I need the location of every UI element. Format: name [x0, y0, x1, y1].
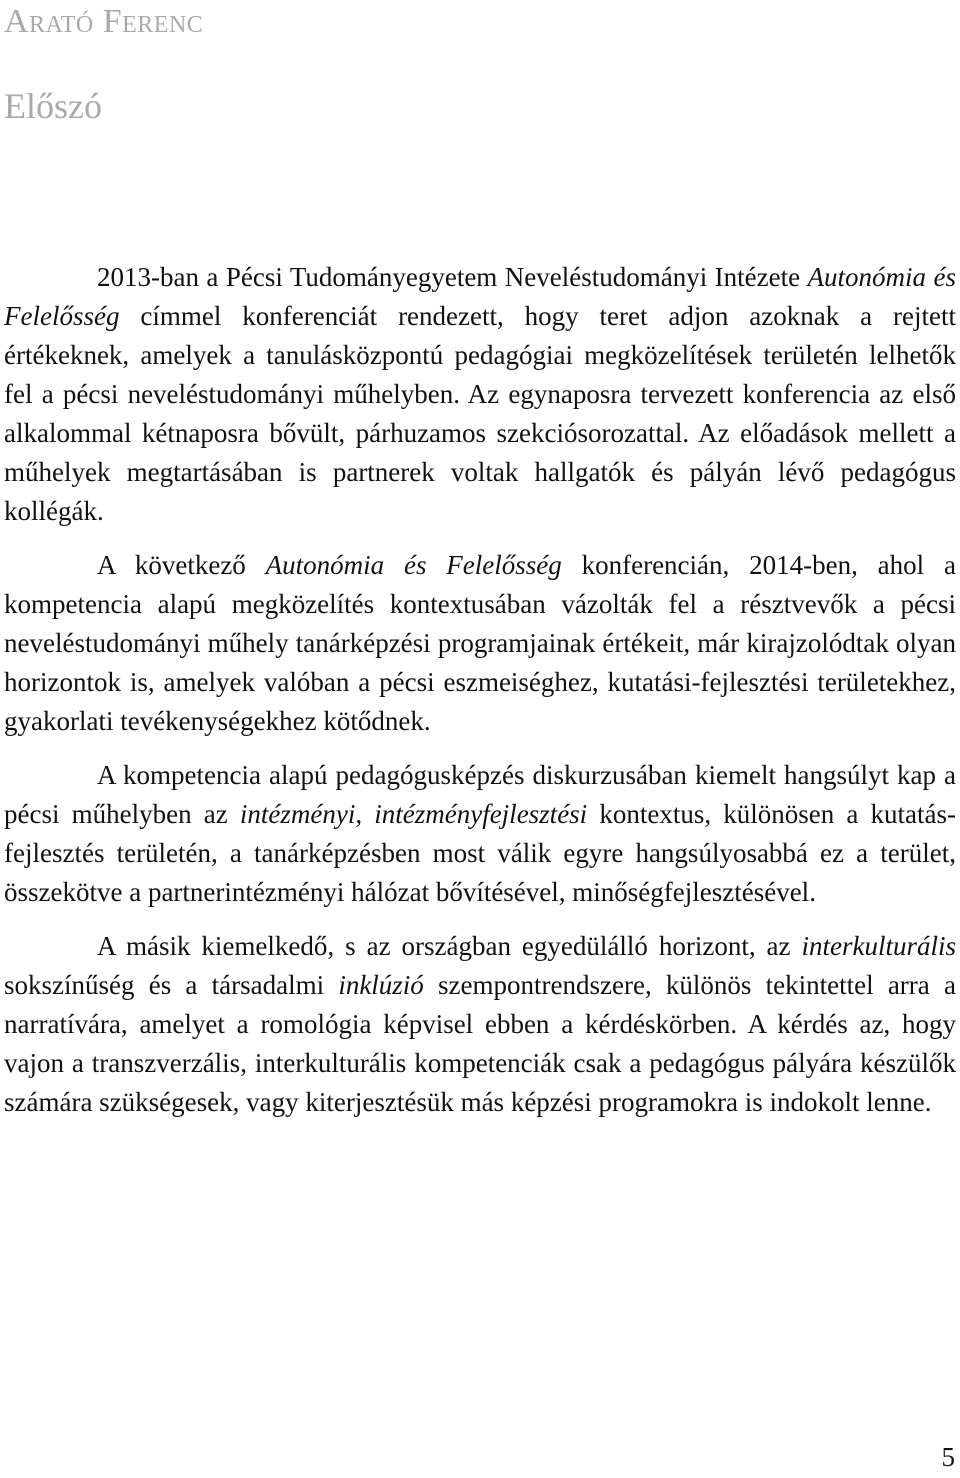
- body-text: [4, 258, 956, 1122]
- page-number: 5: [941, 1442, 955, 1472]
- italic-text-segment: interkulturális: [801, 931, 956, 961]
- paragraph: [4, 756, 956, 912]
- text-segment: 2013-ban a Pécsi Tudományegyetem Neveléstudományi Intézete: [97, 262, 808, 292]
- author-name: Arató Ferenc: [4, 3, 204, 40]
- italic-text-segment: intézményi, intézményfejlesztési: [239, 799, 588, 829]
- text-segment: címmel konferenciát rendezett, hogy teret adjon azoknak a rejtett értékeknek, amelyek a tanulásközpontú pedagógiai megközelítések területén lelhetők fel a pécsi neveléstudományi műhelyben. Az egynaposra tervezett konferencia az első alkalommal kétnaposra bővült, párhuzamos szekciósorozattal. Az előadások mellett a műhelyek megtartásában is partnerek voltak hallgatók és pályán lévő pedagógus kollégák.: [4, 301, 956, 526]
- italic-text-segment: Autonómia és Felelősség: [4, 262, 956, 331]
- paragraph: [4, 258, 956, 531]
- italic-text-segment: Autonómia és Felelősség: [265, 550, 562, 580]
- italic-text-segment: inklúzió: [338, 970, 424, 1000]
- text-segment: szempontrendszere, különös tekintettel arra a narratívára, amelyet a romológia képvisel ebben a kérdéskörben. A kérdés az, hogy vajon a transzverzális, interkulturális kompetenciák csak a pedagógus pályára készülők számára szükségesek, vagy kiterjesztésük más képzési programokra is indokolt lenne.: [4, 970, 956, 1117]
- text-segment: sokszínűség és a társadalmi: [4, 970, 339, 1000]
- text-segment: A következő: [97, 550, 266, 580]
- paragraph: [4, 546, 956, 741]
- paragraph: [4, 927, 956, 1122]
- text-segment: A kompetencia alapú pedagógusképzés diskurzusában kiemelt hangsúlyt kap a pécsi műhelyben az: [4, 760, 956, 829]
- text-segment: kontextus, különösen a kutatás-fejlesztés területén, a tanárképzésben most válik egyre hangsúlyosabbá ez a terület, összekötve a partnerintézményi hálózat bővítésével, minőségfejlesztésével.: [4, 799, 956, 907]
- section-title: Előszó: [4, 86, 102, 126]
- text-segment: A másik kiemelkedő, s az országban egyedülálló horizont, az: [97, 931, 802, 961]
- text-segment: konferencián, 2014-ben, ahol a kompetencia alapú megközelítés kontextusában vázolták fel a résztvevők a pécsi neveléstudományi műhely tanárképzési programjainak értékeit, már kirajzolódtak olyan horizontok is, amelyek valóban a pécsi eszmeiséghez, kutatási-fejlesztési területekhez, gyakorlati tevékenységekhez kötődnek.: [4, 550, 956, 736]
